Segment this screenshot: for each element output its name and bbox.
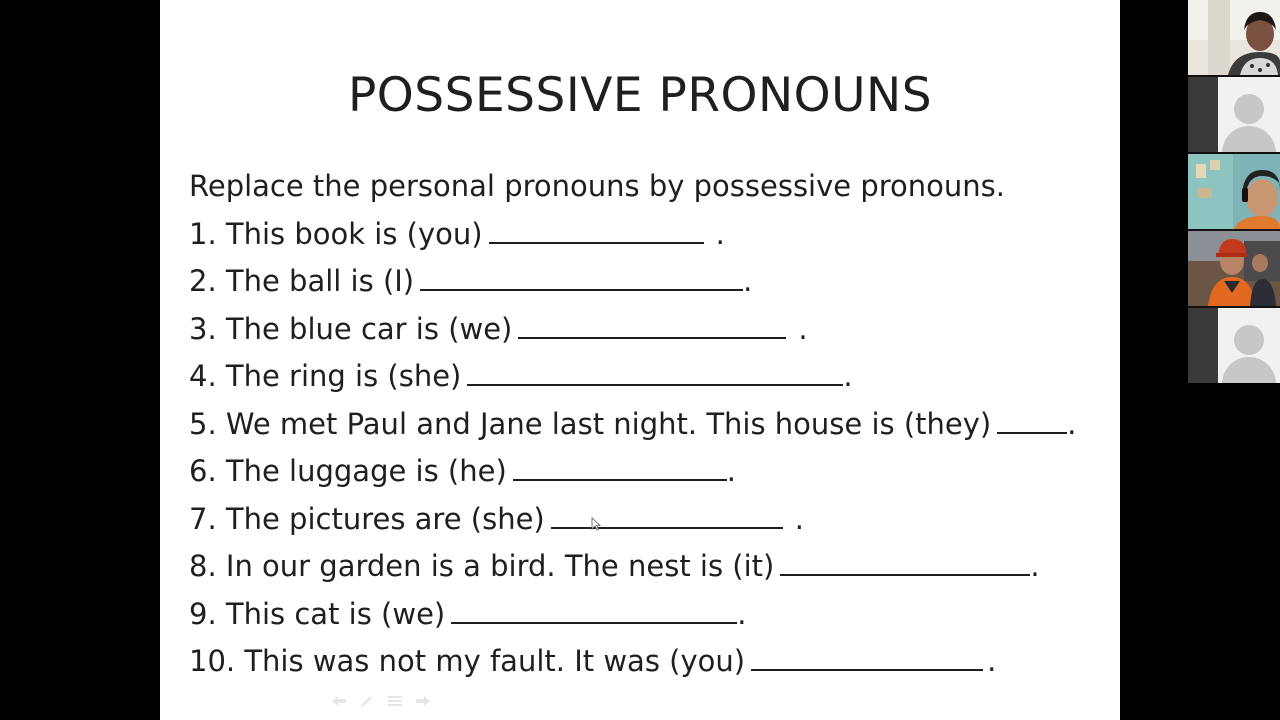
answer-blank — [420, 263, 743, 291]
user-avatar-icon — [1234, 325, 1264, 355]
instruction-text: Replace the personal pronouns by possessive pronouns. — [189, 169, 1005, 203]
exercise-period: . — [726, 454, 736, 488]
exercise-text: 4. The ring is (she) — [189, 359, 462, 393]
exercise-item — [189, 356, 1109, 404]
exercise-text: 7. The pictures are (she) — [189, 501, 545, 536]
answer-blank — [513, 453, 727, 481]
answer-blank — [997, 406, 1067, 434]
participant-avatar-tile[interactable] — [1188, 308, 1280, 383]
participant-video-tile[interactable] — [1188, 231, 1280, 306]
mouse-cursor-icon — [591, 517, 601, 531]
participant-video-feed — [1188, 154, 1280, 229]
participant-avatar-tile[interactable] — [1188, 77, 1280, 152]
exercise-item — [189, 499, 1109, 547]
exercise-period: . — [1067, 406, 1077, 441]
exercise-text: 8. In our garden is a bird. The nest is (it) — [189, 549, 775, 583]
answer-blank — [451, 596, 737, 624]
participant-video-tile[interactable] — [1188, 154, 1280, 229]
exercise-item — [189, 451, 1109, 499]
exercise-text: 6. The luggage is (he) — [189, 454, 507, 488]
answer-blank — [467, 358, 843, 386]
answer-blank — [751, 643, 983, 671]
exercise-period: . — [987, 644, 997, 678]
answer-blank — [780, 548, 1030, 576]
presentation-toolbar — [330, 693, 432, 711]
presentation-slide — [160, 0, 1120, 720]
pen-icon[interactable] — [358, 695, 376, 709]
slide-title: POSSESSIVE PRONOUNS — [347, 68, 933, 123]
user-avatar-icon — [1234, 94, 1264, 124]
exercise-text: 5. We met Paul and Jane last night. This house is (they) — [189, 406, 992, 441]
exercise-period: . — [743, 264, 753, 298]
exercise-period: . — [715, 216, 725, 251]
exercise-period: . — [798, 311, 808, 346]
answer-blank — [489, 216, 704, 244]
exercise-item — [189, 404, 1109, 452]
exercise-text: 2. The ball is (I) — [189, 264, 415, 298]
exercise-period: . — [1030, 549, 1040, 583]
exercise-item — [189, 214, 1109, 262]
previous-slide-icon[interactable] — [330, 695, 348, 709]
exercise-item — [189, 261, 1109, 309]
exercise-item — [189, 546, 1109, 594]
slide-body — [189, 166, 1109, 689]
participant-video-feed — [1188, 231, 1280, 306]
exercise-item — [189, 594, 1109, 642]
exercise-text: 10. This was not my fault. It was (you) — [189, 644, 746, 678]
menu-icon[interactable] — [386, 695, 404, 709]
exercise-text: 3. The blue car is (we) — [189, 311, 513, 346]
exercise-item — [189, 309, 1109, 357]
next-slide-icon[interactable] — [414, 695, 432, 709]
exercise-text: 9. This cat is (we) — [189, 596, 446, 631]
participant-video-feed — [1188, 0, 1280, 75]
answer-blank — [518, 311, 786, 339]
exercise-period: . — [737, 596, 747, 631]
answer-blank — [551, 501, 783, 529]
exercise-item — [189, 641, 1109, 689]
exercise-period: . — [794, 501, 804, 536]
participant-video-strip — [1188, 0, 1280, 383]
exercise-text: 1. This book is (you) — [189, 216, 483, 251]
participant-video-tile[interactable] — [1188, 0, 1280, 75]
exercise-period: . — [843, 359, 853, 393]
